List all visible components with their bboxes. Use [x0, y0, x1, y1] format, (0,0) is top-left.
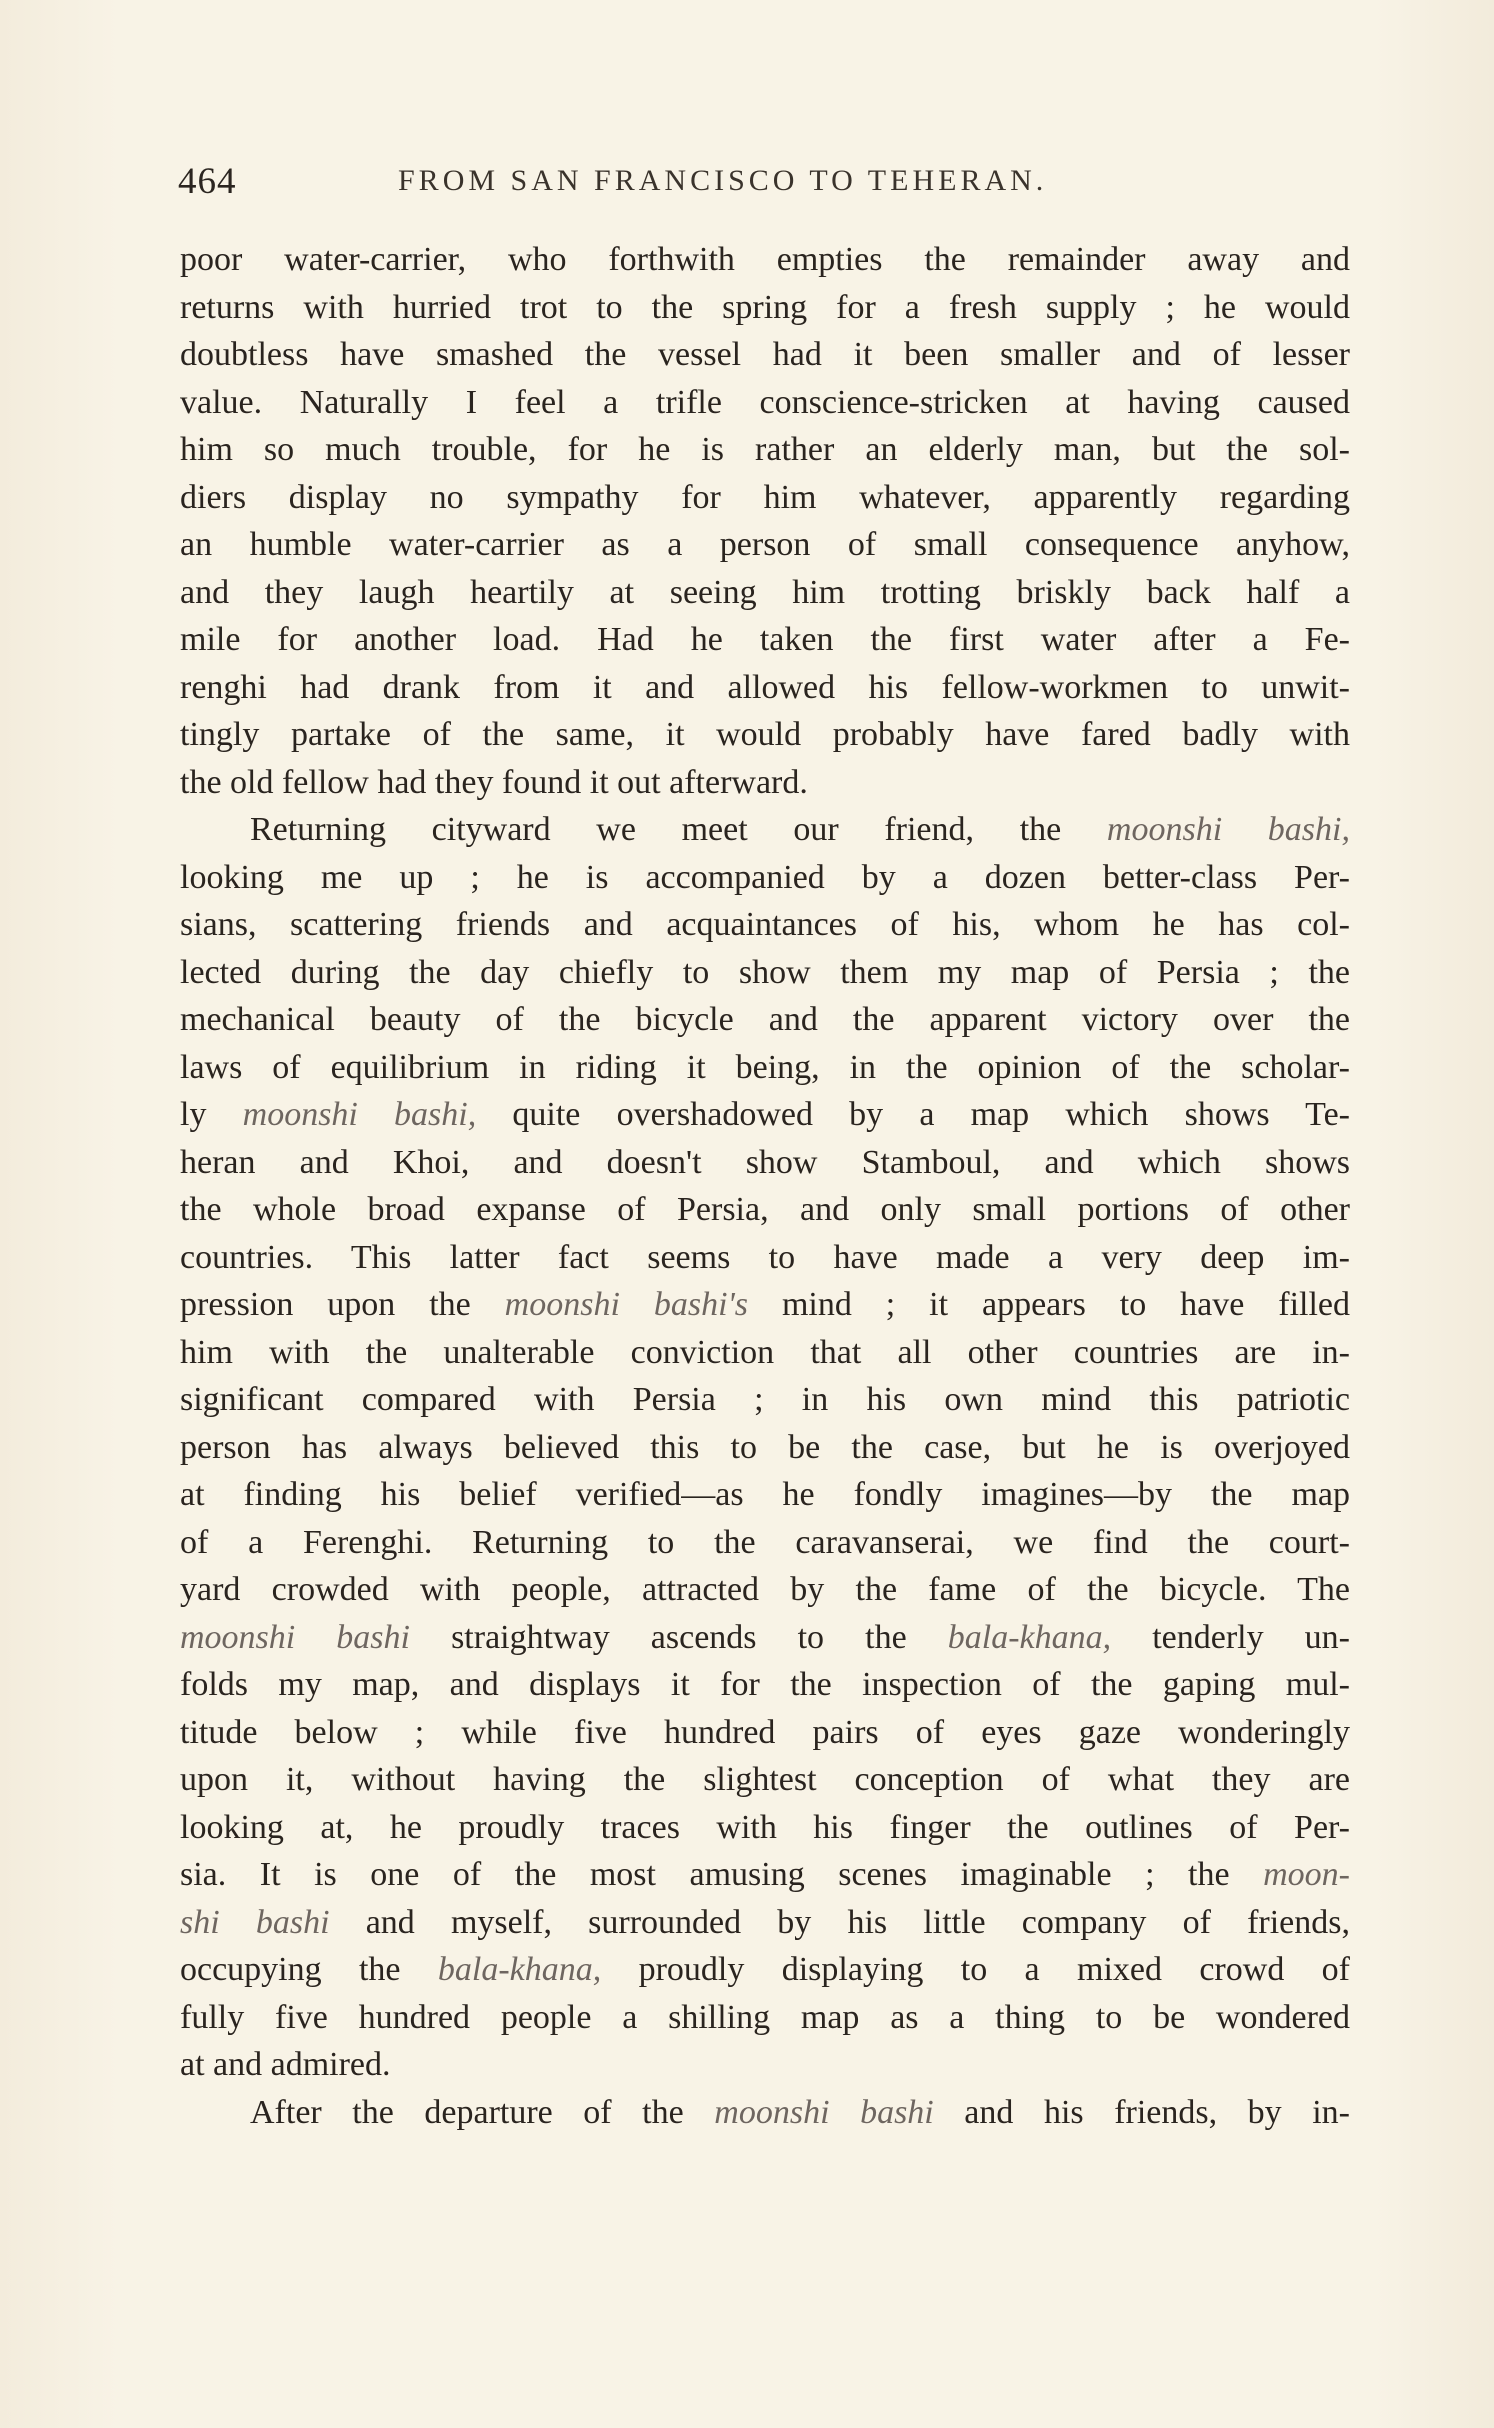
page-header [178, 160, 1353, 210]
text-line [180, 1851, 1350, 1899]
text-segment: value. Naturally I feel a trifle conscience-stricken at having caused [180, 383, 1350, 421]
text-segment: tingly partake of the same, it would probably have fared badly with [180, 716, 1350, 753]
text-line [180, 1091, 1350, 1139]
text-segment: looking me up ; he is accompanied by a dozen better-class Per- [180, 858, 1350, 896]
text-segment: and his friends, by in- [933, 2093, 1350, 2131]
text-segment: After the departure of the [250, 2093, 715, 2131]
italic-term: shi bashi [180, 1903, 330, 1941]
text-line [180, 1899, 1350, 1947]
text-line [180, 1709, 1350, 1757]
text-segment: mechanical beauty of the bicycle and the apparent victory over the [180, 1001, 1350, 1038]
text-line [180, 1044, 1350, 1092]
text-segment: quite overshadowed by a map which shows Te- [476, 1096, 1350, 1133]
text-segment: pression upon the [180, 1286, 505, 1323]
text-line [180, 901, 1350, 949]
text-line [180, 2041, 1350, 2089]
italic-term: moonshi bashi [714, 2093, 934, 2131]
text-segment: renghi had drank from it and allowed his fellow-workmen to unwit- [180, 668, 1350, 706]
text-segment: sia. It is one of the most amusing scenes imaginable ; the [180, 1856, 1264, 1893]
text-segment: upon it, without having the slightest conception of what they are [180, 1761, 1350, 1798]
text-line [180, 1661, 1350, 1709]
italic-term: moonshi bashi, [242, 1096, 477, 1133]
italic-term: moonshi bashi, [1106, 811, 1350, 848]
text-segment: folds my map, and displays it for the inspection of the gaping mul- [180, 1666, 1350, 1703]
text-segment: poor water-carrier, who forthwith empties the remainder away and [180, 241, 1350, 278]
italic-term: bala-khana, [947, 1618, 1112, 1656]
text-segment: diers display no sympathy for him whatever, apparently regarding [180, 478, 1350, 516]
text-line [180, 331, 1350, 379]
text-segment: Returning cityward we meet our friend, the [250, 811, 1107, 848]
text-segment: straightway ascends to the [410, 1618, 948, 1656]
page-number: 464 [178, 161, 237, 202]
body-text [180, 236, 1350, 2136]
text-segment: ly [180, 1096, 243, 1133]
text-line [180, 949, 1350, 997]
text-segment: the old fellow had they found it out afterward. [180, 763, 808, 801]
text-line [180, 569, 1350, 617]
text-line [180, 1994, 1350, 2042]
text-line [180, 854, 1350, 902]
italic-term: moonshi bashi [180, 1618, 410, 1656]
text-segment: sians, scattering friends and acquaintances of his, whom he has col- [180, 906, 1350, 943]
text-line [180, 711, 1350, 759]
text-segment: occupying the [180, 1951, 438, 1988]
text-line [180, 474, 1350, 522]
text-line [180, 1519, 1350, 1567]
text-segment: yard crowded with people, attracted by the fame of the bicycle. The [180, 1571, 1350, 1608]
text-segment: the whole broad expanse of Persia, and only small portions of other [180, 1191, 1350, 1228]
text-segment: at finding his belief verified—as he fondly imagines—by the map [180, 1476, 1350, 1513]
text-segment: him with the unalterable conviction that all other countries are in- [180, 1333, 1350, 1371]
text-segment: returns with hurried trot to the spring for a fresh supply ; he would [180, 288, 1350, 326]
text-line [180, 426, 1350, 474]
text-segment: laws of equilibrium in riding it being, in the opinion of the scholar- [180, 1048, 1350, 1086]
text-segment: at and admired. [180, 2046, 391, 2083]
text-line [180, 1424, 1350, 1472]
text-line [180, 1234, 1350, 1282]
text-segment: and they laugh heartily at seeing him trotting briskly back half a [180, 573, 1350, 611]
text-line [180, 616, 1350, 664]
text-line [180, 806, 1350, 854]
text-line [180, 1804, 1350, 1852]
text-segment: titude below ; while five hundred pairs of eyes gaze wonderingly [180, 1713, 1350, 1751]
text-line [180, 996, 1350, 1044]
text-segment: lected during the day chiefly to show them my map of Persia ; the [180, 953, 1350, 991]
text-line [180, 759, 1350, 807]
text-segment: proudly displaying to a mixed crowd of [601, 1951, 1350, 1988]
text-line [180, 236, 1350, 284]
text-line [180, 1329, 1350, 1377]
text-line [180, 1946, 1350, 1994]
italic-term: bala-khana, [437, 1951, 602, 1988]
text-segment: heran and Khoi, and doesn't show Stamboul, and which shows [180, 1143, 1350, 1181]
text-segment: him so much trouble, for he is rather an elderly man, but the sol- [180, 431, 1350, 468]
text-line [180, 1614, 1350, 1662]
text-segment: doubtless have smashed the vessel had it been smaller and of lesser [180, 336, 1350, 373]
text-line [180, 1756, 1350, 1804]
italic-term: moon- [1263, 1856, 1350, 1893]
text-segment: mile for another load. Had he taken the first water after a Fe- [180, 621, 1350, 658]
running-head: FROM SAN FRANCISCO TO TEHERAN. [398, 164, 1048, 197]
text-segment: significant compared with Persia ; in his own mind this patriotic [180, 1381, 1350, 1418]
text-line [180, 1186, 1350, 1234]
text-segment: person has always believed this to be the case, but he is overjoyed [180, 1428, 1350, 1466]
text-line [180, 1566, 1350, 1614]
text-line [180, 664, 1350, 712]
text-line [180, 2089, 1350, 2137]
text-segment: countries. This latter fact seems to have made a very deep im- [180, 1238, 1350, 1276]
text-segment: fully five hundred people a shilling map as a thing to be wondered [180, 1998, 1350, 2036]
text-segment: mind ; it appears to have filled [748, 1286, 1351, 1323]
text-line [180, 1376, 1350, 1424]
text-line [180, 1281, 1350, 1329]
text-line [180, 284, 1350, 332]
text-segment: of a Ferenghi. Returning to the caravanserai, we find the court- [180, 1523, 1350, 1561]
text-line [180, 1139, 1350, 1187]
text-segment: looking at, he proudly traces with his finger the outlines of Per- [180, 1808, 1350, 1846]
text-line [180, 379, 1350, 427]
text-segment: an humble water-carrier as a person of small consequence anyhow, [180, 526, 1350, 563]
text-segment: tenderly un- [1111, 1618, 1350, 1656]
italic-term: moonshi bashi's [504, 1286, 749, 1323]
text-line [180, 521, 1350, 569]
text-segment: and myself, surrounded by his little company of friends, [329, 1903, 1350, 1941]
text-line [180, 1471, 1350, 1519]
